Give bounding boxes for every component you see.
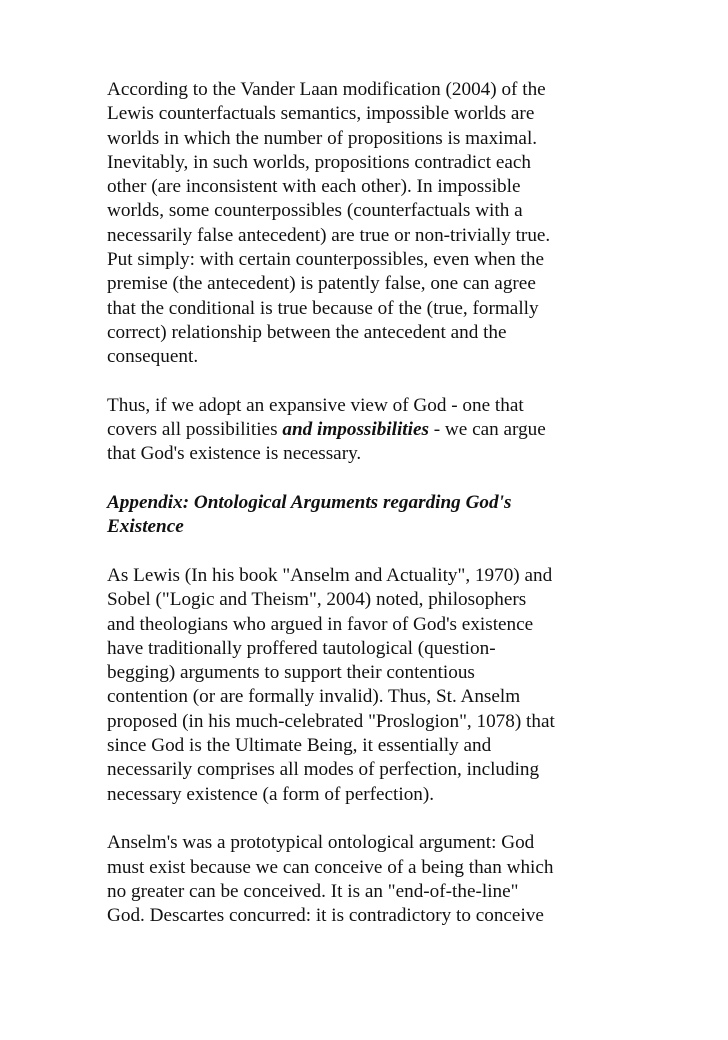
text-line: Lewis counterfactuals semantics, impossible worlds are <box>107 103 535 125</box>
text-line: Inevitably, in such worlds, propositions contradict each <box>107 151 531 173</box>
text-line: since God is the Ultimate Being, it essentially and <box>107 735 492 757</box>
text-line: other (are inconsistent with each other). In impossible <box>107 176 521 198</box>
paragraph-lewis-sobel <box>107 564 627 807</box>
text-line: begging) arguments to support their contentious <box>107 662 475 684</box>
emphasis-text: and impossibilities <box>282 419 429 441</box>
paragraph-expansive-view <box>107 394 627 467</box>
text-line: that the conditional is true because of the (true, formally <box>107 297 539 319</box>
text-line: As Lewis (In his book "Anselm and Actuality", 1970) and <box>107 564 553 586</box>
text-line: correct) relationship between the antecedent and the <box>107 321 507 343</box>
document-page <box>107 78 627 953</box>
text-run: covers all possibilities <box>107 419 283 441</box>
text-line: consequent. <box>107 346 199 368</box>
heading-line: Existence <box>107 516 184 538</box>
text-line: premise (the antecedent) is patently false, one can agree <box>107 273 536 295</box>
heading-line: Appendix: Ontological Arguments regarding God's <box>107 492 512 514</box>
text-line: necessarily false antecedent) are true or non-trivially true. <box>107 224 551 246</box>
text-line: Sobel ("Logic and Theism", 2004) noted, philosophers <box>107 589 527 611</box>
text-line: must exist because we can conceive of a being than which <box>107 856 554 878</box>
text-line: and theologians who argued in favor of God's existence <box>107 613 534 635</box>
text-line: necessary existence (a form of perfection). <box>107 783 435 805</box>
text-line: necessarily comprises all modes of perfection, including <box>107 759 540 781</box>
text-line <box>107 418 627 442</box>
text-line: no greater can be conceived. It is an "end-of-the-line" <box>107 880 519 902</box>
text-line: that God's existence is necessary. <box>107 443 362 465</box>
text-line: God. Descartes concurred: it is contradictory to conceive <box>107 905 544 927</box>
text-run: - we can argue <box>428 419 546 441</box>
section-heading <box>107 491 627 540</box>
text-line: worlds in which the number of propositions is maximal. <box>107 127 538 149</box>
text-line: Anselm's was a prototypical ontological argument: God <box>107 832 535 854</box>
text-line: Thus, if we adopt an expansive view of God - one that <box>107 394 524 416</box>
text-line: have traditionally proffered tautological (question- <box>107 637 496 659</box>
text-line: contention (or are formally invalid). Thus, St. Anselm <box>107 686 521 708</box>
text-line: proposed (in his much-celebrated "Proslogion", 1078) that <box>107 710 555 732</box>
text-line: Put simply: with certain counterpossibles, even when the <box>107 249 544 271</box>
text-line: worlds, some counterpossibles (counterfactuals with a <box>107 200 523 222</box>
paragraph-counterfactuals <box>107 78 627 370</box>
text-line: According to the Vander Laan modification (2004) of the <box>107 79 546 100</box>
paragraph-anselm <box>107 831 627 928</box>
